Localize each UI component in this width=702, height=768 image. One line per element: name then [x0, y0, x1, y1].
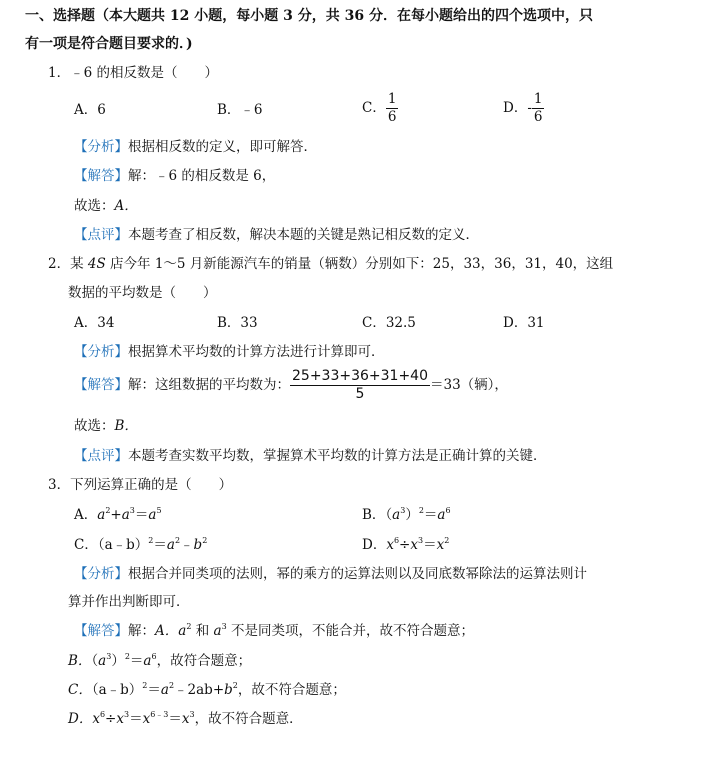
q3-b-exp1: 3 — [400, 506, 406, 515]
q3-sol-a-exp2: 3 — [221, 622, 227, 631]
q2-analysis — [74, 342, 385, 362]
q3-sol-b-base1: a — [98, 653, 107, 669]
q3-a-plus: + — [110, 507, 122, 523]
q3-a-exp3: 5 — [156, 506, 162, 515]
q3-sol-c-expr: （a﹣b） — [91, 682, 143, 698]
q3-sol-b-base2: a — [143, 653, 152, 669]
q1-option-d-fraction — [532, 91, 545, 126]
section-title-line2: 有一项是符合题目要求的．) — [25, 36, 193, 52]
q3-d-exp1: 6 — [393, 536, 400, 545]
q1-option-b: B．﹣6 — [217, 102, 263, 118]
q2-stem-part2: 店今年 1～5 月新能源汽车的销量（辆数）分别如下：25，33，36，31，40，这组 — [105, 256, 614, 272]
q3-option-b — [362, 505, 451, 525]
q3-sol-d-exp3: 6﹣3 — [150, 710, 169, 719]
solution-tag: 【解答】 — [74, 623, 128, 639]
q2-option-a: A．34 — [74, 315, 115, 331]
q1-option-d — [503, 91, 544, 126]
q2-option-c: C．32.5 — [362, 315, 416, 331]
q3-c-eq: ＝ — [153, 537, 167, 553]
q2-numerator: 25+33+36+31+40 — [292, 368, 428, 384]
q3-sol-d-base4: x — [181, 711, 190, 727]
q3-sol-b-exp1: 3 — [106, 652, 112, 661]
q1-c-numerator: 1 — [387, 91, 397, 107]
q3-sol-b-rest: ，故符合题意； — [156, 653, 252, 669]
q3-analysis-text1: 根据合并同类项的法则，幂的乘方的运算法则以及同底数幂除法的运算法则计 — [128, 566, 587, 582]
q3-c-exp-b: 2 — [202, 536, 208, 545]
q2-comment — [74, 446, 547, 466]
q2-option-b: B．33 — [217, 315, 258, 331]
q3-d-exp2: 3 — [417, 536, 424, 545]
q1-option-a: A．6 — [74, 102, 106, 118]
q3-sol-d-exp4: 3 — [189, 710, 195, 719]
q2-choice-letter: B． — [114, 418, 138, 434]
analysis-tag: 【分析】 — [74, 344, 128, 360]
q1-c-denominator: 6 — [387, 109, 397, 125]
q3-sol-c-eq: ＝ — [147, 682, 161, 698]
q3-sol-d-base1: x — [92, 711, 100, 727]
q3-d-base1: x — [386, 537, 394, 553]
q1-choice — [74, 196, 138, 216]
q3-b-base2: a — [437, 507, 446, 523]
q3-sol-c-exp-b: 2 — [232, 681, 238, 690]
q3-option-d — [362, 535, 449, 555]
q3-b-exp3: 6 — [445, 506, 451, 515]
q3-a-eq: ＝ — [134, 507, 149, 523]
q3-b-eq: ＝ — [423, 507, 438, 523]
q3-c-base-b: b — [193, 537, 203, 553]
q2-choice-prefix: 故选： — [74, 418, 115, 434]
q2-denominator: 5 — [355, 386, 365, 402]
q3-b-base1: a — [392, 507, 401, 523]
q3-d-label: D． — [362, 537, 387, 553]
q3-sol-c-label: C． — [68, 682, 92, 698]
q3-b-label: B．（ — [362, 507, 393, 523]
q1-analysis — [74, 137, 317, 157]
analysis-tag: 【分析】 — [74, 139, 128, 155]
q2-comment-text: 本题考查实数平均数，掌握算术平均数的计算方法是正确计算的关键． — [128, 448, 547, 464]
q1-choice-letter: A． — [114, 198, 138, 214]
q3-b-exp2: 2 — [418, 506, 424, 515]
q1-d-neg-sign: - — [527, 100, 532, 116]
q2-stem-line1 — [48, 254, 613, 274]
analysis-tag: 【分析】 — [74, 566, 128, 582]
comment-tag: 【点评】 — [74, 227, 128, 243]
q3-sol-c-exp-a: 2 — [168, 681, 175, 690]
q3-c-minus: ﹣ — [180, 537, 194, 553]
q2-stem-line2: 数据的平均数是（ ） — [68, 285, 217, 301]
q3-sol-b-close: ） — [111, 653, 125, 669]
q3-a-label: A． — [74, 507, 98, 523]
q3-sol-d-rest: ，故不符合题意． — [194, 711, 303, 727]
q3-sol-d-base2: x — [116, 711, 124, 727]
q3-sol-d-div: ÷ — [105, 711, 117, 727]
q3-sol-d-eq2: ＝ — [168, 711, 182, 727]
section-title-line1: 一、选择题（本大题共 12 小题，每小题 3 分，共 36 分．在每小题给出的四个选项中，只 — [25, 8, 593, 24]
q3-sol-a-exp1: 2 — [186, 622, 192, 631]
q3-d-exp3: 2 — [444, 536, 450, 545]
q3-solution-c — [68, 680, 346, 700]
q3-sol-c-rest: ，故不符合题意； — [237, 682, 346, 698]
q3-a-base1: a — [97, 507, 106, 523]
q3-sol-c-base-a: a — [160, 682, 169, 698]
q3-option-c — [74, 535, 207, 555]
q2-mean-fraction — [290, 368, 430, 403]
q3-sol-a-base2: a — [213, 623, 222, 639]
q3-solution-a — [74, 621, 474, 641]
q3-solution-d — [68, 709, 303, 729]
q2-analysis-text: 根据算术平均数的计算方法进行计算即可． — [128, 344, 385, 360]
q2-solution — [74, 368, 508, 403]
q3-sol-d-label: D． — [68, 711, 93, 727]
q1-d-numerator: 1 — [533, 91, 543, 107]
q3-sol-c-mid: ﹣2ab+ — [174, 682, 225, 698]
q2-option-d: D．31 — [503, 315, 545, 331]
q1-choice-prefix: 故选： — [74, 198, 115, 214]
q1-solution — [74, 166, 275, 186]
q1-solution-text: 解：﹣6 的相反数是 6， — [128, 168, 276, 184]
q3-c-exp-a: 2 — [174, 536, 181, 545]
q3-stem: 3．下列运算正确的是（ ） — [48, 477, 233, 493]
q3-a-exp1: 2 — [105, 506, 111, 515]
q3-sol-d-exp1: 6 — [99, 710, 106, 719]
q3-c-base-a: a — [166, 537, 175, 553]
q3-sol-d-exp2: 3 — [123, 710, 130, 719]
q3-sol-b-exp3: 6 — [151, 652, 157, 661]
q3-d-div: ÷ — [399, 537, 411, 553]
q3-a-base3: a — [148, 507, 157, 523]
q3-sol-c-exp1: 2 — [142, 681, 148, 690]
q3-analysis-line2: 算并作出判断即可． — [68, 594, 190, 610]
q3-analysis-line1 — [74, 564, 587, 584]
q1-comment-text: 本题考查了相反数，解决本题的关键是熟记相反数的定义． — [128, 227, 479, 243]
q3-sol-a-prefix: 解： — [128, 623, 155, 639]
q1-option-c-fraction — [386, 91, 399, 126]
q1-comment — [74, 225, 479, 245]
q1-option-c — [362, 91, 398, 126]
comment-tag: 【点评】 — [74, 448, 128, 464]
solution-tag: 【解答】 — [74, 168, 128, 184]
q3-a-exp2: 3 — [129, 506, 135, 515]
q3-sol-c-base-b: b — [224, 682, 233, 698]
q3-sol-b-open: （ — [91, 653, 99, 669]
q3-sol-b-eq: ＝ — [129, 653, 144, 669]
q1-d-denominator: 6 — [533, 109, 543, 125]
q3-sol-b-exp2: 2 — [124, 652, 130, 661]
q3-d-base2: x — [410, 537, 418, 553]
q3-d-base3: x — [436, 537, 445, 553]
q3-sol-a-label: A． — [155, 623, 179, 639]
q3-c-exp1: 2 — [148, 536, 154, 545]
q3-a-base2: a — [121, 507, 130, 523]
q3-sol-a-rest: 不是同类项，不能合并，故不符合题意； — [226, 623, 474, 639]
q3-d-eq: ＝ — [423, 537, 437, 553]
solution-tag: 【解答】 — [74, 377, 128, 393]
q3-sol-d-eq1: ＝ — [129, 711, 143, 727]
q1-analysis-text: 根据相反数的定义，即可解答． — [128, 139, 317, 155]
q1-stem: 1．﹣6 的相反数是（ ） — [48, 65, 218, 81]
q1-option-d-label: D． — [503, 100, 528, 116]
q2-choice — [74, 416, 138, 436]
q3-sol-a-and: 和 — [191, 623, 214, 639]
q3-sol-b-label: B． — [68, 653, 92, 669]
q2-solution-prefix: 解：这组数据的平均数为： — [128, 377, 290, 393]
q2-stem-4s: 4S — [87, 256, 106, 272]
q3-option-a — [74, 505, 162, 525]
q3-b-close: ） — [405, 507, 419, 523]
q2-solution-suffix: ＝33（辆）， — [430, 377, 508, 393]
q2-stem-part1: 2．某 — [48, 256, 88, 272]
q3-solution-b — [68, 651, 251, 671]
q3-sol-d-base3: x — [142, 711, 151, 727]
q3-c-label: C．（a﹣b） — [74, 537, 149, 553]
q3-sol-a-base1: a — [178, 623, 187, 639]
q1-option-c-label: C． — [362, 100, 386, 116]
